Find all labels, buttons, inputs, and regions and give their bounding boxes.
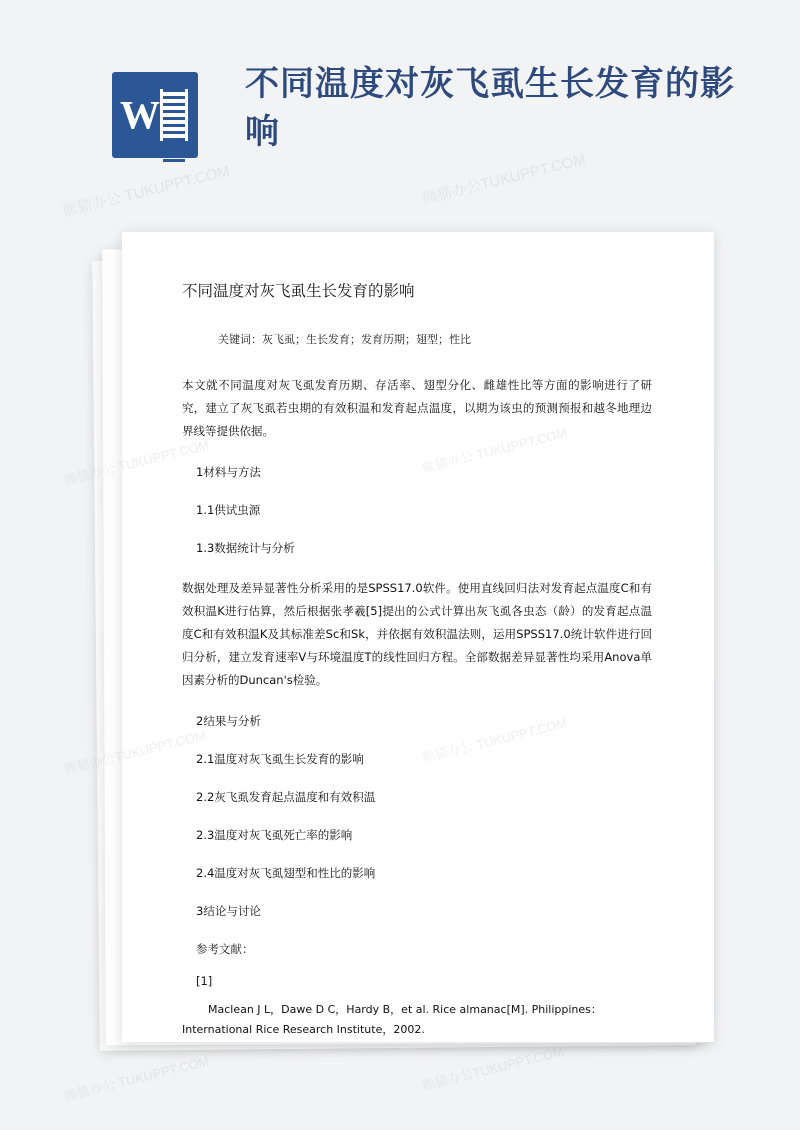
references-label: 参考文献： xyxy=(196,942,254,956)
watermark: 熊猫办公 TUKUPPT.COM xyxy=(60,162,232,221)
section-heading: 1材料与方法 xyxy=(196,465,261,479)
word-icon-lines xyxy=(160,89,188,141)
watermark: 熊猫办公TUKUPPT.COM xyxy=(420,150,588,208)
reference-entry xyxy=(182,1000,652,1040)
document-keywords: 关键词：灰飞虱；生长发育；发育历期；翅型；性比 xyxy=(218,333,471,346)
section-heading: 2.4温度对灰飞虱翅型和性比的影响 xyxy=(196,866,376,880)
document-heading: 不同温度对灰飞虱生长发育的影响 xyxy=(182,282,415,300)
section-heading: 2.3温度对灰飞虱死亡率的影响 xyxy=(196,828,353,842)
watermark: 熊猫办公 xyxy=(62,460,117,488)
word-icon-letter: W xyxy=(120,92,158,138)
header xyxy=(0,0,800,200)
word-document-icon xyxy=(112,72,198,158)
reference-number: [1] xyxy=(196,974,213,988)
watermark: 熊猫办公 TUKUPPT.COM xyxy=(62,1053,211,1104)
methods-paragraph: 数据处理及差异显著性分析采用的是SPSS17.0软件。使用直线回归法对发育起点温度C和有效积温K进行估算，然后根据张孝羲[5]提出的公式计算出灰飞虱各虫态（龄）的发育起点温度C和有效积温K及其标准差Sc和Sk，并依据有效积温法则，运用SPSS17.0统计软件进行回归分析，建立发育速率V与环境温度T的线性回归方程。全部数据差异显著性均采用Anova单因素分析的Duncan's检验。 xyxy=(182,581,652,687)
section-heading: 2.1温度对灰飞虱生长发育的影响 xyxy=(196,752,364,766)
section-heading: 2结果与分析 xyxy=(196,714,261,728)
document-preview-stack xyxy=(96,232,716,1052)
section-heading: 1.1供试虫源 xyxy=(196,503,261,517)
section-heading: 2.2灰飞虱发育起点温度和有效积温 xyxy=(196,790,376,804)
reference-entry-text: Maclean J L，Dawe D C，Hardy B，et al. Rice almanac[M]. Philippines：International Rice Research Institute，2002. xyxy=(182,1003,602,1036)
section-heading: 3结论与讨论 xyxy=(196,904,261,918)
document-body xyxy=(182,278,652,1040)
document-abstract: 本文就不同温度对灰飞虱发育历期、存活率、翅型分化、雌雄性比等方面的影响进行了研究，建立了灰飞虱若虫期的有效积温和发育起点温度，以期为该虫的预测预报和越冬地理边界线等提供依据。 xyxy=(182,378,652,438)
page-title: 不同温度对灰飞虱生长发育的影响 xyxy=(245,64,735,152)
page-sheet-front[interactable] xyxy=(122,232,714,1042)
section-heading: 1.3数据统计与分析 xyxy=(196,541,295,555)
watermark: 熊猫办公TUKUPPT.COM xyxy=(420,1043,566,1094)
